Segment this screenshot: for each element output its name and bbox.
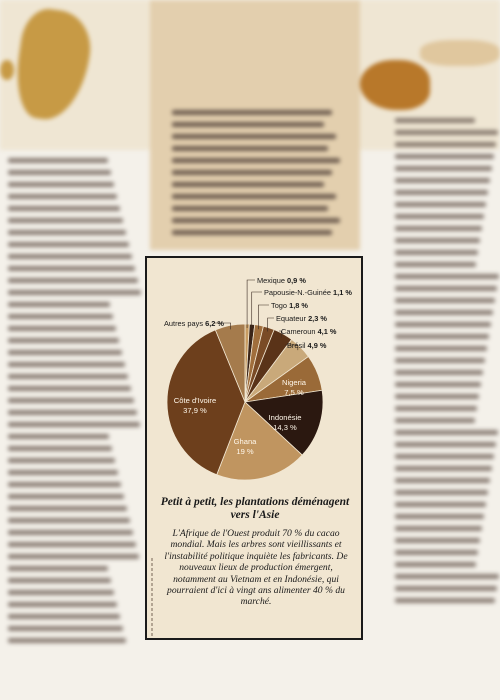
slice-value-ghana: 19 % xyxy=(236,447,254,456)
slice-label-equateur: Equateur 2,3 % xyxy=(276,314,327,323)
asia-edge-shape xyxy=(420,40,500,66)
background-text-line xyxy=(172,194,336,199)
background-text-line xyxy=(172,122,324,127)
background-text-line xyxy=(395,394,479,399)
background-text-line xyxy=(8,542,136,547)
background-text-line xyxy=(395,466,492,471)
background-text-line xyxy=(395,262,476,267)
background-text-line xyxy=(395,562,476,567)
background-text-line xyxy=(395,430,498,435)
background-text-line xyxy=(172,218,340,223)
background-text-line xyxy=(395,454,494,459)
slice-label-indon-sie: Indonésie xyxy=(268,413,302,422)
background-text-line xyxy=(395,202,486,207)
background-text-line xyxy=(8,242,129,247)
background-text-line xyxy=(8,602,117,607)
background-text-line xyxy=(395,550,478,555)
australia-shape xyxy=(360,60,430,110)
background-text-line xyxy=(172,158,340,163)
background-text-line xyxy=(8,386,131,391)
background-text-line xyxy=(8,350,122,355)
background-text-line xyxy=(8,446,112,451)
background-text-line xyxy=(172,170,332,175)
background-text-line xyxy=(8,194,117,199)
leader-line-mexique xyxy=(247,280,255,328)
background-text-line xyxy=(395,598,495,603)
card-title: Petit à petit, les plantations déménagent vers l'Asie xyxy=(160,496,350,521)
background-text-line xyxy=(8,482,121,487)
background-text-line xyxy=(172,206,328,211)
leader-line-papousie-n-guin-e xyxy=(252,292,262,328)
background-text-line xyxy=(8,566,108,571)
background-text-line xyxy=(8,626,123,631)
background-text-line xyxy=(395,442,496,447)
background-text-line xyxy=(8,530,133,535)
background-text-line xyxy=(8,494,124,499)
background-text-line xyxy=(8,470,118,475)
background-text-line xyxy=(172,134,336,139)
background-text-line xyxy=(8,374,128,379)
background-text-line xyxy=(8,338,119,343)
background-text-line xyxy=(395,190,488,195)
background-text-line xyxy=(8,266,135,271)
background-text-line xyxy=(395,526,482,531)
slice-value-nigeria: 7,5 % xyxy=(284,388,304,397)
slice-value-indon-sie: 14,3 % xyxy=(273,423,297,432)
background-text-line xyxy=(395,406,477,411)
background-text-line xyxy=(8,230,126,235)
background-text-line xyxy=(8,302,110,307)
background-text-line xyxy=(8,158,108,163)
background-text-line xyxy=(8,410,137,415)
background-text-line xyxy=(8,422,140,427)
background-text-line xyxy=(395,214,484,219)
background-text-line xyxy=(8,218,123,223)
background-text-line xyxy=(395,574,499,579)
background-text-line xyxy=(395,142,496,147)
card-body: L'Afrique de l'Ouest produit 70 % du cacao mondial. Mais les arbres sont vieillissants et l'instabilité politique inquiète les fabricants. De nouveaux lieux de production émergent, notamment au Vietnam et en Indonésie, qui pourraient d'ici à vingt ans alimenter 40 % du marché. xyxy=(164,528,348,608)
background-text-line xyxy=(8,638,126,643)
background-text-line xyxy=(8,434,109,439)
background-text-line xyxy=(395,298,495,303)
background-text-line xyxy=(395,166,492,171)
slice-label-nigeria: Nigeria xyxy=(281,378,307,387)
background-text-line xyxy=(395,118,475,123)
slice-label-br-sil: Brésil 4,9 % xyxy=(287,341,327,350)
background-text-line xyxy=(172,182,324,187)
background-text-line xyxy=(395,370,483,375)
background-text-line xyxy=(8,314,113,319)
south-america-shape xyxy=(11,6,96,125)
background-text-line xyxy=(8,554,139,559)
background-text-line xyxy=(395,310,493,315)
background-text-line xyxy=(395,514,484,519)
background-text-line xyxy=(395,478,490,483)
background-text-line xyxy=(8,362,125,367)
background-text-line xyxy=(395,586,497,591)
background-text-line xyxy=(8,458,115,463)
background-text-line xyxy=(395,538,480,543)
slice-label-autres-pays: Autres pays 6,2 % xyxy=(164,319,224,328)
background-text-line xyxy=(395,250,478,255)
background-text-line xyxy=(395,382,481,387)
background-text-line xyxy=(395,226,482,231)
background-text-line xyxy=(395,418,475,423)
slice-label-mexique: Mexique 0,9 % xyxy=(257,276,306,285)
background-text-line xyxy=(8,506,127,511)
background-text-line xyxy=(8,290,141,295)
slice-label-ghana: Ghana xyxy=(233,437,257,446)
background-text-line xyxy=(395,178,490,183)
background-text-line xyxy=(8,326,116,331)
background-text-line xyxy=(172,230,332,235)
background-text-line xyxy=(8,614,120,619)
cocoa-production-pie-chart xyxy=(147,258,365,498)
background-text-line xyxy=(8,182,114,187)
africa-edge-shape xyxy=(0,60,14,80)
background-text-line xyxy=(8,518,130,523)
slice-label-togo: Togo 1,8 % xyxy=(271,301,308,310)
background-text-line xyxy=(395,238,480,243)
background-text-line xyxy=(8,170,111,175)
background-text-line xyxy=(8,206,120,211)
background-text-line xyxy=(395,502,486,507)
background-text-line xyxy=(395,130,498,135)
background-text-line xyxy=(395,346,487,351)
photo-credit-strip xyxy=(149,558,155,638)
background-text-line xyxy=(172,146,328,151)
background-text-line xyxy=(395,154,494,159)
slice-label-c-te-d-ivoire: Côte d'Ivoire xyxy=(173,396,217,405)
background-text-line xyxy=(395,274,499,279)
background-text-line xyxy=(395,334,489,339)
background-text-line xyxy=(395,358,485,363)
background-text-line xyxy=(395,490,488,495)
background-text-line xyxy=(395,322,491,327)
background-text-line xyxy=(8,254,132,259)
chart-card xyxy=(145,256,363,640)
background-text-line xyxy=(8,578,111,583)
background-text-line xyxy=(8,590,114,595)
background-text-line xyxy=(8,278,138,283)
background-text-line xyxy=(8,398,134,403)
slice-label-cameroun: Cameroun 4,1 % xyxy=(281,327,337,336)
slice-label-papousie-n-guin-e: Papousie-N.-Guinée 1,1 % xyxy=(264,288,352,297)
slice-value-c-te-d-ivoire: 37,9 % xyxy=(183,406,207,415)
background-text-line xyxy=(395,286,497,291)
background-text-line xyxy=(172,110,332,115)
